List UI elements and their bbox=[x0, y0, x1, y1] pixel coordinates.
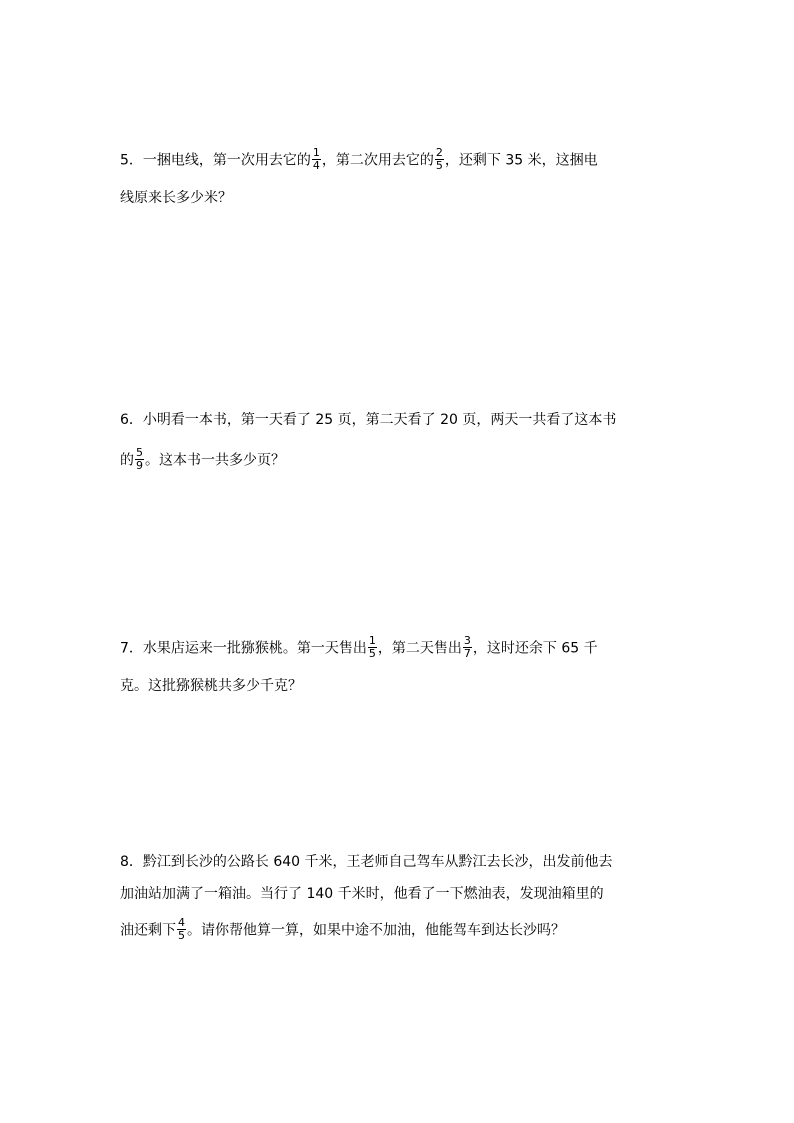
problem-text: 克。这批猕猴桃共多少千克？ bbox=[120, 678, 302, 694]
fraction-5-9 bbox=[135, 447, 144, 472]
problem-text: 线原来长多少米？ bbox=[120, 190, 232, 206]
problem-text: 油还剩下 bbox=[120, 922, 176, 939]
problem-text: 的 bbox=[120, 452, 134, 469]
problem-8-line-1 bbox=[120, 852, 613, 872]
problem-text: ，这时还余下 65 千 bbox=[472, 640, 598, 657]
fraction-denominator: 5 bbox=[435, 159, 443, 172]
fraction-numerator: 3 bbox=[463, 634, 471, 647]
problem-number: 5． bbox=[120, 152, 143, 169]
fraction-denominator: 7 bbox=[463, 647, 471, 660]
problem-text: 加油站加满了一箱油。当行了 140 千米时，他看了一下燃油表，发现油箱里的 bbox=[120, 886, 604, 902]
problem-6-line-2 bbox=[120, 448, 285, 473]
problem-8-line-2 bbox=[120, 884, 604, 904]
problem-number: 7． bbox=[120, 640, 143, 657]
problem-7-line-2 bbox=[120, 676, 302, 696]
fraction-denominator: 5 bbox=[178, 929, 185, 942]
problem-5-line-2 bbox=[120, 188, 232, 208]
problem-text: ，第二天售出 bbox=[377, 640, 462, 657]
fraction-denominator: 9 bbox=[136, 459, 143, 472]
problem-text: 水果店运来一批猕猴桃。第一天售出 bbox=[142, 640, 367, 657]
problem-number: 6． bbox=[120, 412, 143, 428]
fraction-1-4 bbox=[312, 147, 321, 172]
fraction-denominator: 5 bbox=[368, 647, 376, 660]
fraction-numerator: 5 bbox=[136, 446, 143, 459]
problem-7-line-1 bbox=[120, 636, 598, 661]
fraction-denominator: 4 bbox=[312, 159, 320, 172]
problem-text: 黔江到长沙的公路长 640 千米，王老师自己驾车从黔江去长沙，出发前他去 bbox=[142, 854, 613, 870]
problem-text: ，第二次用去它的 bbox=[321, 152, 434, 169]
fraction-4-5 bbox=[177, 917, 186, 942]
problem-text: 小明看一本书，第一天看了 25 页，第二天看了 20 页，两天一共看了这本书 bbox=[142, 412, 617, 428]
problem-text: ，还剩下 35 米，这捆电 bbox=[444, 152, 598, 169]
problem-8-line-3 bbox=[120, 918, 565, 943]
problem-6-line-1 bbox=[120, 410, 616, 430]
fraction-numerator: 2 bbox=[435, 146, 443, 159]
problem-text: 一捆电线，第一次用去它的 bbox=[142, 152, 311, 169]
fraction-1-5 bbox=[368, 635, 377, 660]
problem-5-line-1 bbox=[120, 148, 598, 173]
fraction-numerator: 1 bbox=[368, 634, 376, 647]
fraction-2-5 bbox=[435, 147, 444, 172]
fraction-3-7 bbox=[463, 635, 472, 660]
fraction-numerator: 4 bbox=[178, 916, 185, 929]
fraction-numerator: 1 bbox=[312, 146, 320, 159]
problem-text: 。这本书一共多少页？ bbox=[145, 452, 285, 469]
problem-text: 。请你帮他算一算，如果中途不加油，他能驾车到达长沙吗？ bbox=[187, 922, 565, 939]
problem-number: 8． bbox=[120, 854, 143, 870]
